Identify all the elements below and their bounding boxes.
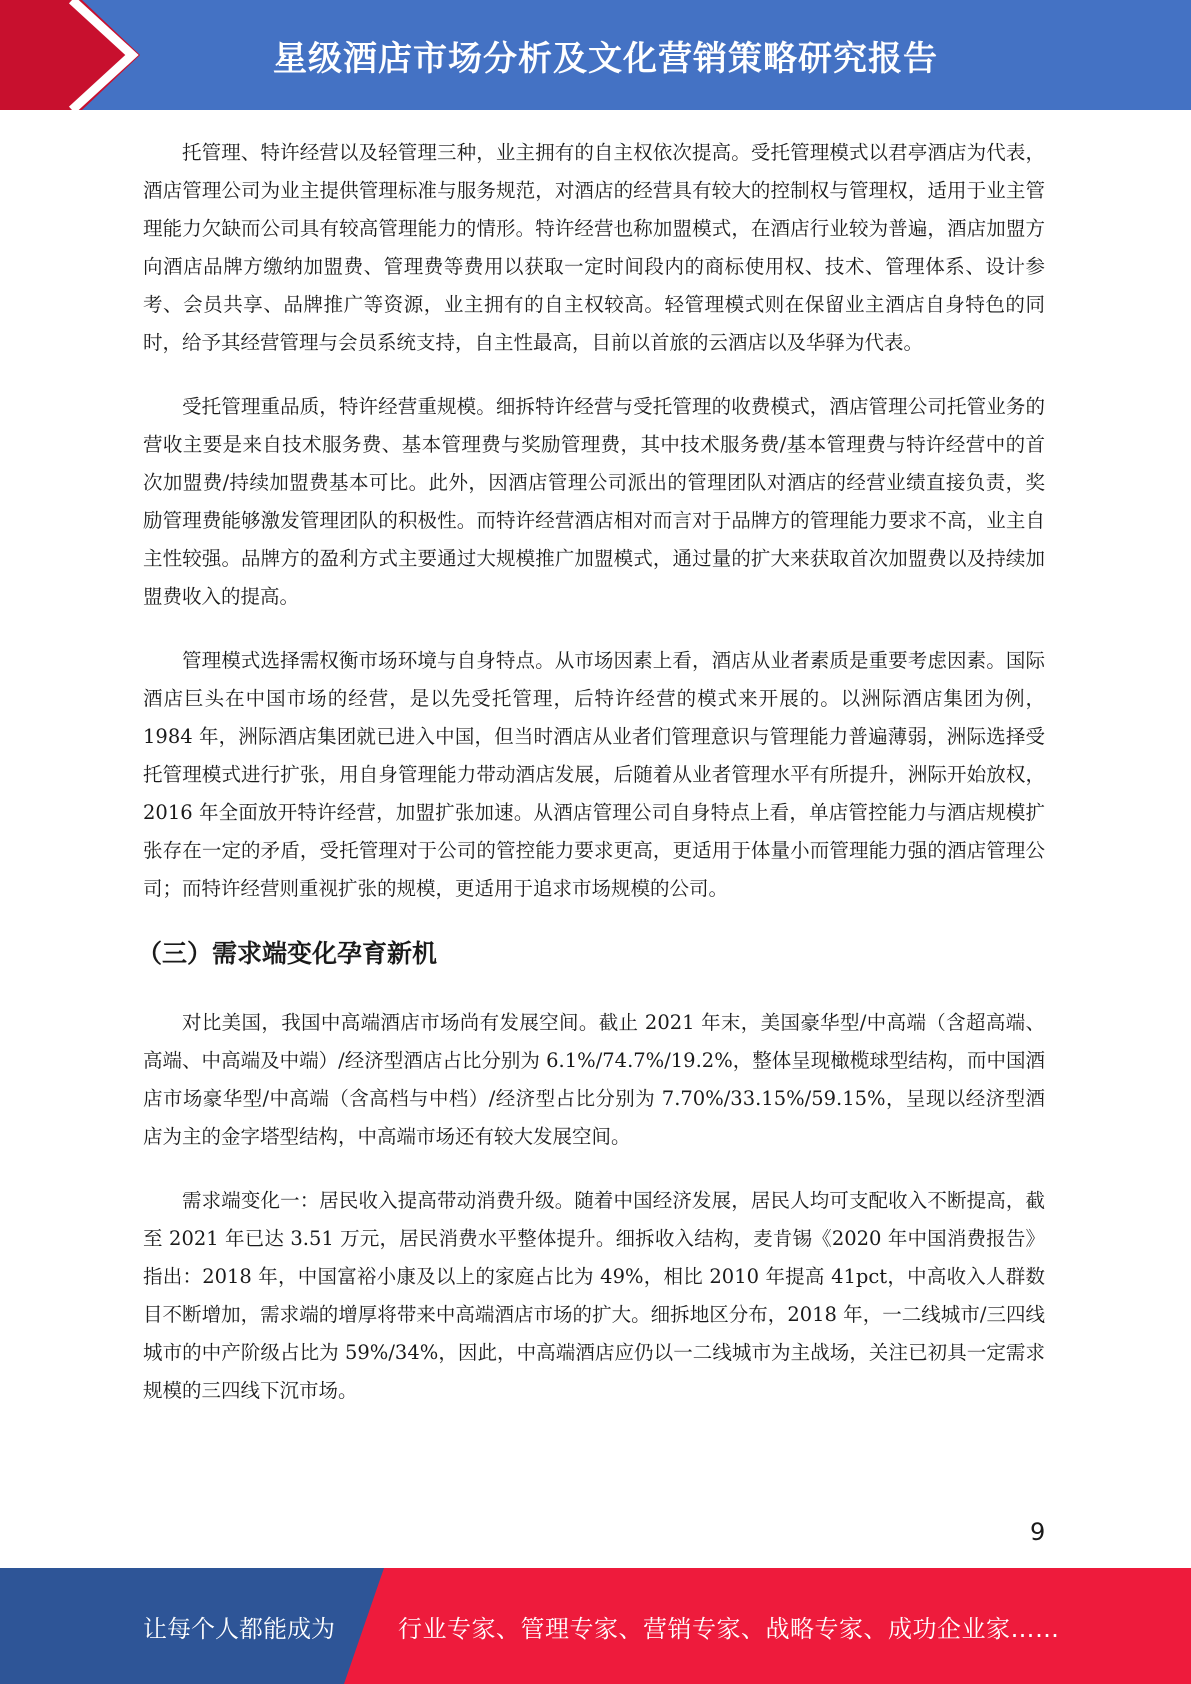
- page-footer: [0, 1568, 1191, 1684]
- header-title: 星级酒店市场分析及文化营销策略研究报告: [273, 38, 938, 79]
- body-paragraph: 对比美国，我国中高端酒店市场尚有发展空间。截止 2021 年末，美国豪华型/中高端（含超高端、高端、中高端及中端）/经济型酒店占比分别为 6.1%/74.7%/19.2%，整体呈现橄榄球型结构，而中国酒店市场豪华型/中高端（含高档与中档）/经济型占比分别为 7.70%/33.15%/59.15%，呈现以经济型酒店为主的金字塔型结构，中高端市场还有较大发展空间。: [143, 1011, 1045, 1148]
- body-paragraph: 需求端变化一：居民收入提高带动消费升级。随着中国经济发展，居民人均可支配收入不断提高，截至 2021 年已达 3.51 万元，居民消费水平整体提升。细拆收入结构，麦肯锡《2020 年中国消费报告》指出：2018 年，中国富裕小康及以上的家庭占比为 49%，相比 2010 年提高 41pct，中高收入人群数目不断增加，需求端的增厚将带来中高端酒店市场的扩大。细拆地区分布，2018 年，一二线城市/三四线城市的中产阶级占比为 59%/34%，因此，中高端酒店应仍以一二线城市为主战场，关注已初具一定需求规模的三四线下沉市场。: [143, 1189, 1045, 1402]
- body-paragraph: 托管理、特许经营以及轻管理三种，业主拥有的自主权依次提高。受托管理模式以君亭酒店为代表，酒店管理公司为业主提供管理标准与服务规范，对酒店的经营具有较大的控制权与管理权，适用于业主管理能力欠缺而公司具有较高管理能力的情形。特许经营也称加盟模式，在酒店行业较为普遍，酒店加盟方向酒店品牌方缴纳加盟费、管理费等费用以获取一定时间段内的商标使用权、技术、管理体系、设计参考、会员共享、品牌推广等资源，业主拥有的自主权较高。轻管理模式则在保留业主酒店自身特色的同时，给予其经营管理与会员系统支持，自主性最高，目前以首旅的云酒店以及华驿为代表。: [143, 141, 1045, 354]
- section-heading: （三）需求端变化孕育新机: [137, 939, 438, 968]
- body-paragraph: 管理模式选择需权衡市场环境与自身特点。从市场因素上看，酒店从业者素质是重要考虑因素。国际酒店巨头在中国市场的经营，是以先受托管理，后特许经营的模式来开展的。以洲际酒店集团为例，1984 年，洲际酒店集团就已进入中国，但当时酒店从业者们管理意识与管理能力普遍薄弱，洲际选择受托管理模式进行扩张，用自身管理能力带动酒店发展，后随着从业者管理水平有所提升，洲际开始放权，2016 年全面放开特许经营，加盟扩张加速。从酒店管理公司自身特点上看，单店管控能力与酒店规模扩张存在一定的矛盾，受托管理对于公司的管控能力要求更高，更适用于体量小而管理能力强的酒店管理公司；而特许经营则重视扩张的规模，更适用于追求市场规模的公司。: [143, 649, 1045, 900]
- page-number: 9: [1030, 1518, 1046, 1546]
- body-paragraph: 受托管理重品质，特许经营重规模。细拆特许经营与受托管理的收费模式，酒店管理公司托管业务的营收主要是来自技术服务费、基本管理费与奖励管理费，其中技术服务费/基本管理费与特许经营中的首次加盟费/持续加盟费基本可比。此外，因酒店管理公司派出的管理团队对酒店的经营业绩直接负责，奖励管理费能够激发管理团队的积极性。而特许经营酒店相对而言对于品牌方的管理能力要求不高，业主自主性较强。品牌方的盈利方式主要通过大规模推广加盟模式，通过量的扩大来获取首次加盟费以及持续加盟费收入的提高。: [143, 395, 1045, 608]
- footer-slogan-left: 让每个人都能成为: [143, 1614, 335, 1643]
- report-body: [137, 134, 1045, 1436]
- footer-slogan-right: 行业专家、管理专家、营销专家、战略专家、成功企业家……: [398, 1614, 1060, 1643]
- page-header: [0, 0, 1191, 110]
